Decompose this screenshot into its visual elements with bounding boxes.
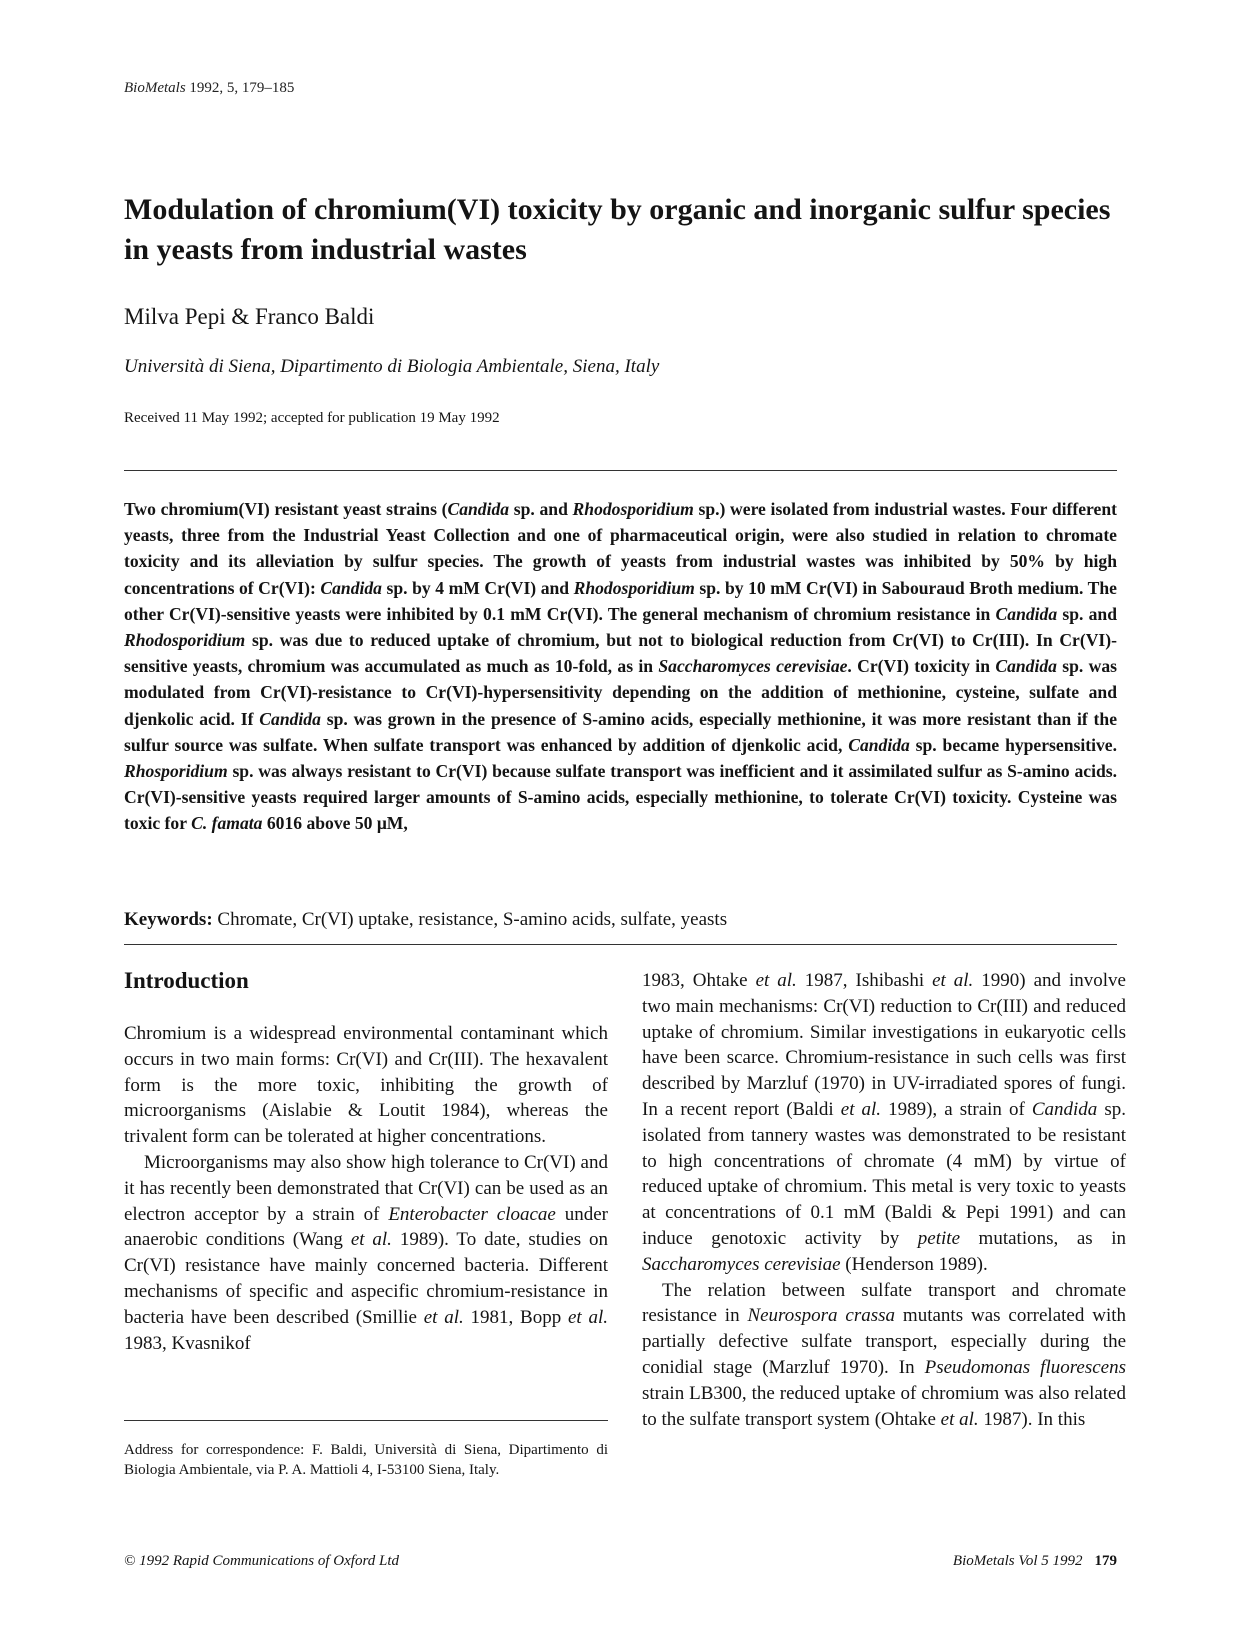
article-title: Modulation of chromium(VI) toxicity by organic and inorganic sulfur species in yeasts from industrial wastes <box>124 193 1111 266</box>
intro-paragraph-2: Microorganisms may also show high tolerance to Cr(VI) and it has recently been demonstrated that Cr(VI) can be used as an electron acceptor by a strain of Enterobacter cloacae under anaerobic conditions (Wang et al. 1989). To date, studies on Cr(VI) resistance have mainly concerned bacteria. Different mechanisms of specific and aspecific chromium-resistance in bacteria have been described (Smillie et al. 1981, Bopp et al. 1983, Kvasnikof <box>124 1151 608 1354</box>
abstract-top-rule <box>124 470 1117 471</box>
abstract-text: Two chromium(VI) resistant yeast strains (Candida sp. and Rhodosporidium sp.) were isolated from industrial wastes. Four different yeasts, three from the Industrial Yeast Collection and one of pharmaceutical origin, were also studied in relation to chromate toxicity and its alleviation by sulfur species. The growth of yeasts from industrial wastes was inhibited by 50% by high concentrations of Cr(VI): Candida sp. by 4 mM Cr(VI) and Rhodosporidium sp. by 10 mM Cr(VI) in Sabouraud Broth medium. The other Cr(VI)-sensitive yeasts were inhibited by 0.1 mM Cr(VI). The general mechanism of chromium resistance in Candida sp. and Rhodosporidium sp. was due to reduced uptake of chromium, but not to biological reduction from Cr(VI) to Cr(III). In Cr(VI)-sensitive yeasts, chromium was accumulated as much as 10-fold, as in Saccharomyces cerevisiae. Cr(VI) toxicity in Candida sp. was modulated from Cr(VI)-resistance to Cr(VI)-hypersensitivity depending on the addition of methionine, cysteine, sulfate and djenkolic acid. If Candida sp. was grown in the presence of S-amino acids, especially methionine, it was more resistant than if the sulfur source was sulfate. When sulfate transport was enhanced by addition of djenkolic acid, Candida sp. became hypersensitive. Rhosporidium sp. was always resistant to Cr(VI) because sulfate transport was inefficient and it assimilated sulfur as S-amino acids. Cr(VI)-sensitive yeasts required larger amounts of S-amino acids, especially methionine, to tolerate Cr(VI) toxicity. Cysteine was toxic for C. famata 6016 above 50 μM, <box>124 499 1118 834</box>
correspondence-footnote: Address for correspondence: F. Baldi, Università di Siena, Dipartimento di Biologia Ambientale, via P. A. Mattioli 4, I-53100 Siena, Italy. <box>124 1442 608 1478</box>
journal-name: BioMetals <box>124 80 186 96</box>
page-footer <box>953 1553 1117 1570</box>
journal-citation <box>124 80 294 97</box>
keywords <box>124 909 727 931</box>
footer-journal-issue: BioMetals Vol 5 1992 <box>952 1553 1083 1569</box>
section-heading-introduction: Introduction <box>124 968 249 993</box>
left-column <box>124 1021 608 1356</box>
footnote-rule <box>124 1420 608 1421</box>
author-affiliation: Università di Siena, Dipartimento di Biologia Ambientale, Siena, Italy <box>124 356 660 377</box>
page-number: 179 <box>1094 1553 1117 1569</box>
right-column <box>642 968 1126 1432</box>
journal-volume-pages: 1992, 5, 179–185 <box>189 80 295 96</box>
received-dates: Received 11 May 1992; accepted for publication 19 May 1992 <box>124 410 500 426</box>
intro-paragraph-1: Chromium is a widespread environmental contaminant which occurs in two main forms: Cr(VI) and Cr(III). The hexavalent form is the more toxic, inhibiting the growth of microorganisms (Aislabie & Loutit 1984), whereas the trivalent form can be tolerated at higher concentrations. <box>124 1023 608 1148</box>
intro-paragraph-2-continued: 1983, Ohtake et al. 1987, Ishibashi et al. 1990) and involve two main mechanisms: Cr(VI) reduction to Cr(III) and reduced uptake of chromium. Similar investigations in eukaryotic cells have been scarce. Chromium-resistance in such cells was first described by Marzluf (1970) in UV-irradiated spores of fungi. In a recent report (Baldi et al. 1989), a strain of Candida sp. isolated from tannery wastes was demonstrated to be resistant to high concentrations of chromate (4 mM) by virtue of reduced uptake of chromium. This metal is very toxic to yeasts at concentrations of 0.1 mM (Baldi & Pepi 1991) and can induce genotoxic activity by petite mutations, as in Saccharomyces cerevisiae (Henderson 1989). <box>642 970 1126 1275</box>
abstract <box>124 496 1117 837</box>
keywords-list: Chromate, Cr(VI) uptake, resistance, S-amino acids, sulfate, yeasts <box>217 909 728 930</box>
article-authors: Milva Pepi & Franco Baldi <box>124 304 375 329</box>
abstract-bottom-rule <box>124 944 1117 945</box>
copyright-notice: © 1992 Rapid Communications of Oxford Ltd <box>124 1553 400 1569</box>
intro-paragraph-3: The relation between sulfate transport and chromate resistance in Neurospora crassa mutants was correlated with partially defective sulfate transport, especially during the conidial stage (Marzluf 1970). In Pseudomonas fluorescens strain LB300, the reduced uptake of chromium was also related to the sulfate transport system (Ohtake et al. 1987). In this <box>642 1279 1127 1430</box>
keywords-label: Keywords: <box>124 909 213 930</box>
